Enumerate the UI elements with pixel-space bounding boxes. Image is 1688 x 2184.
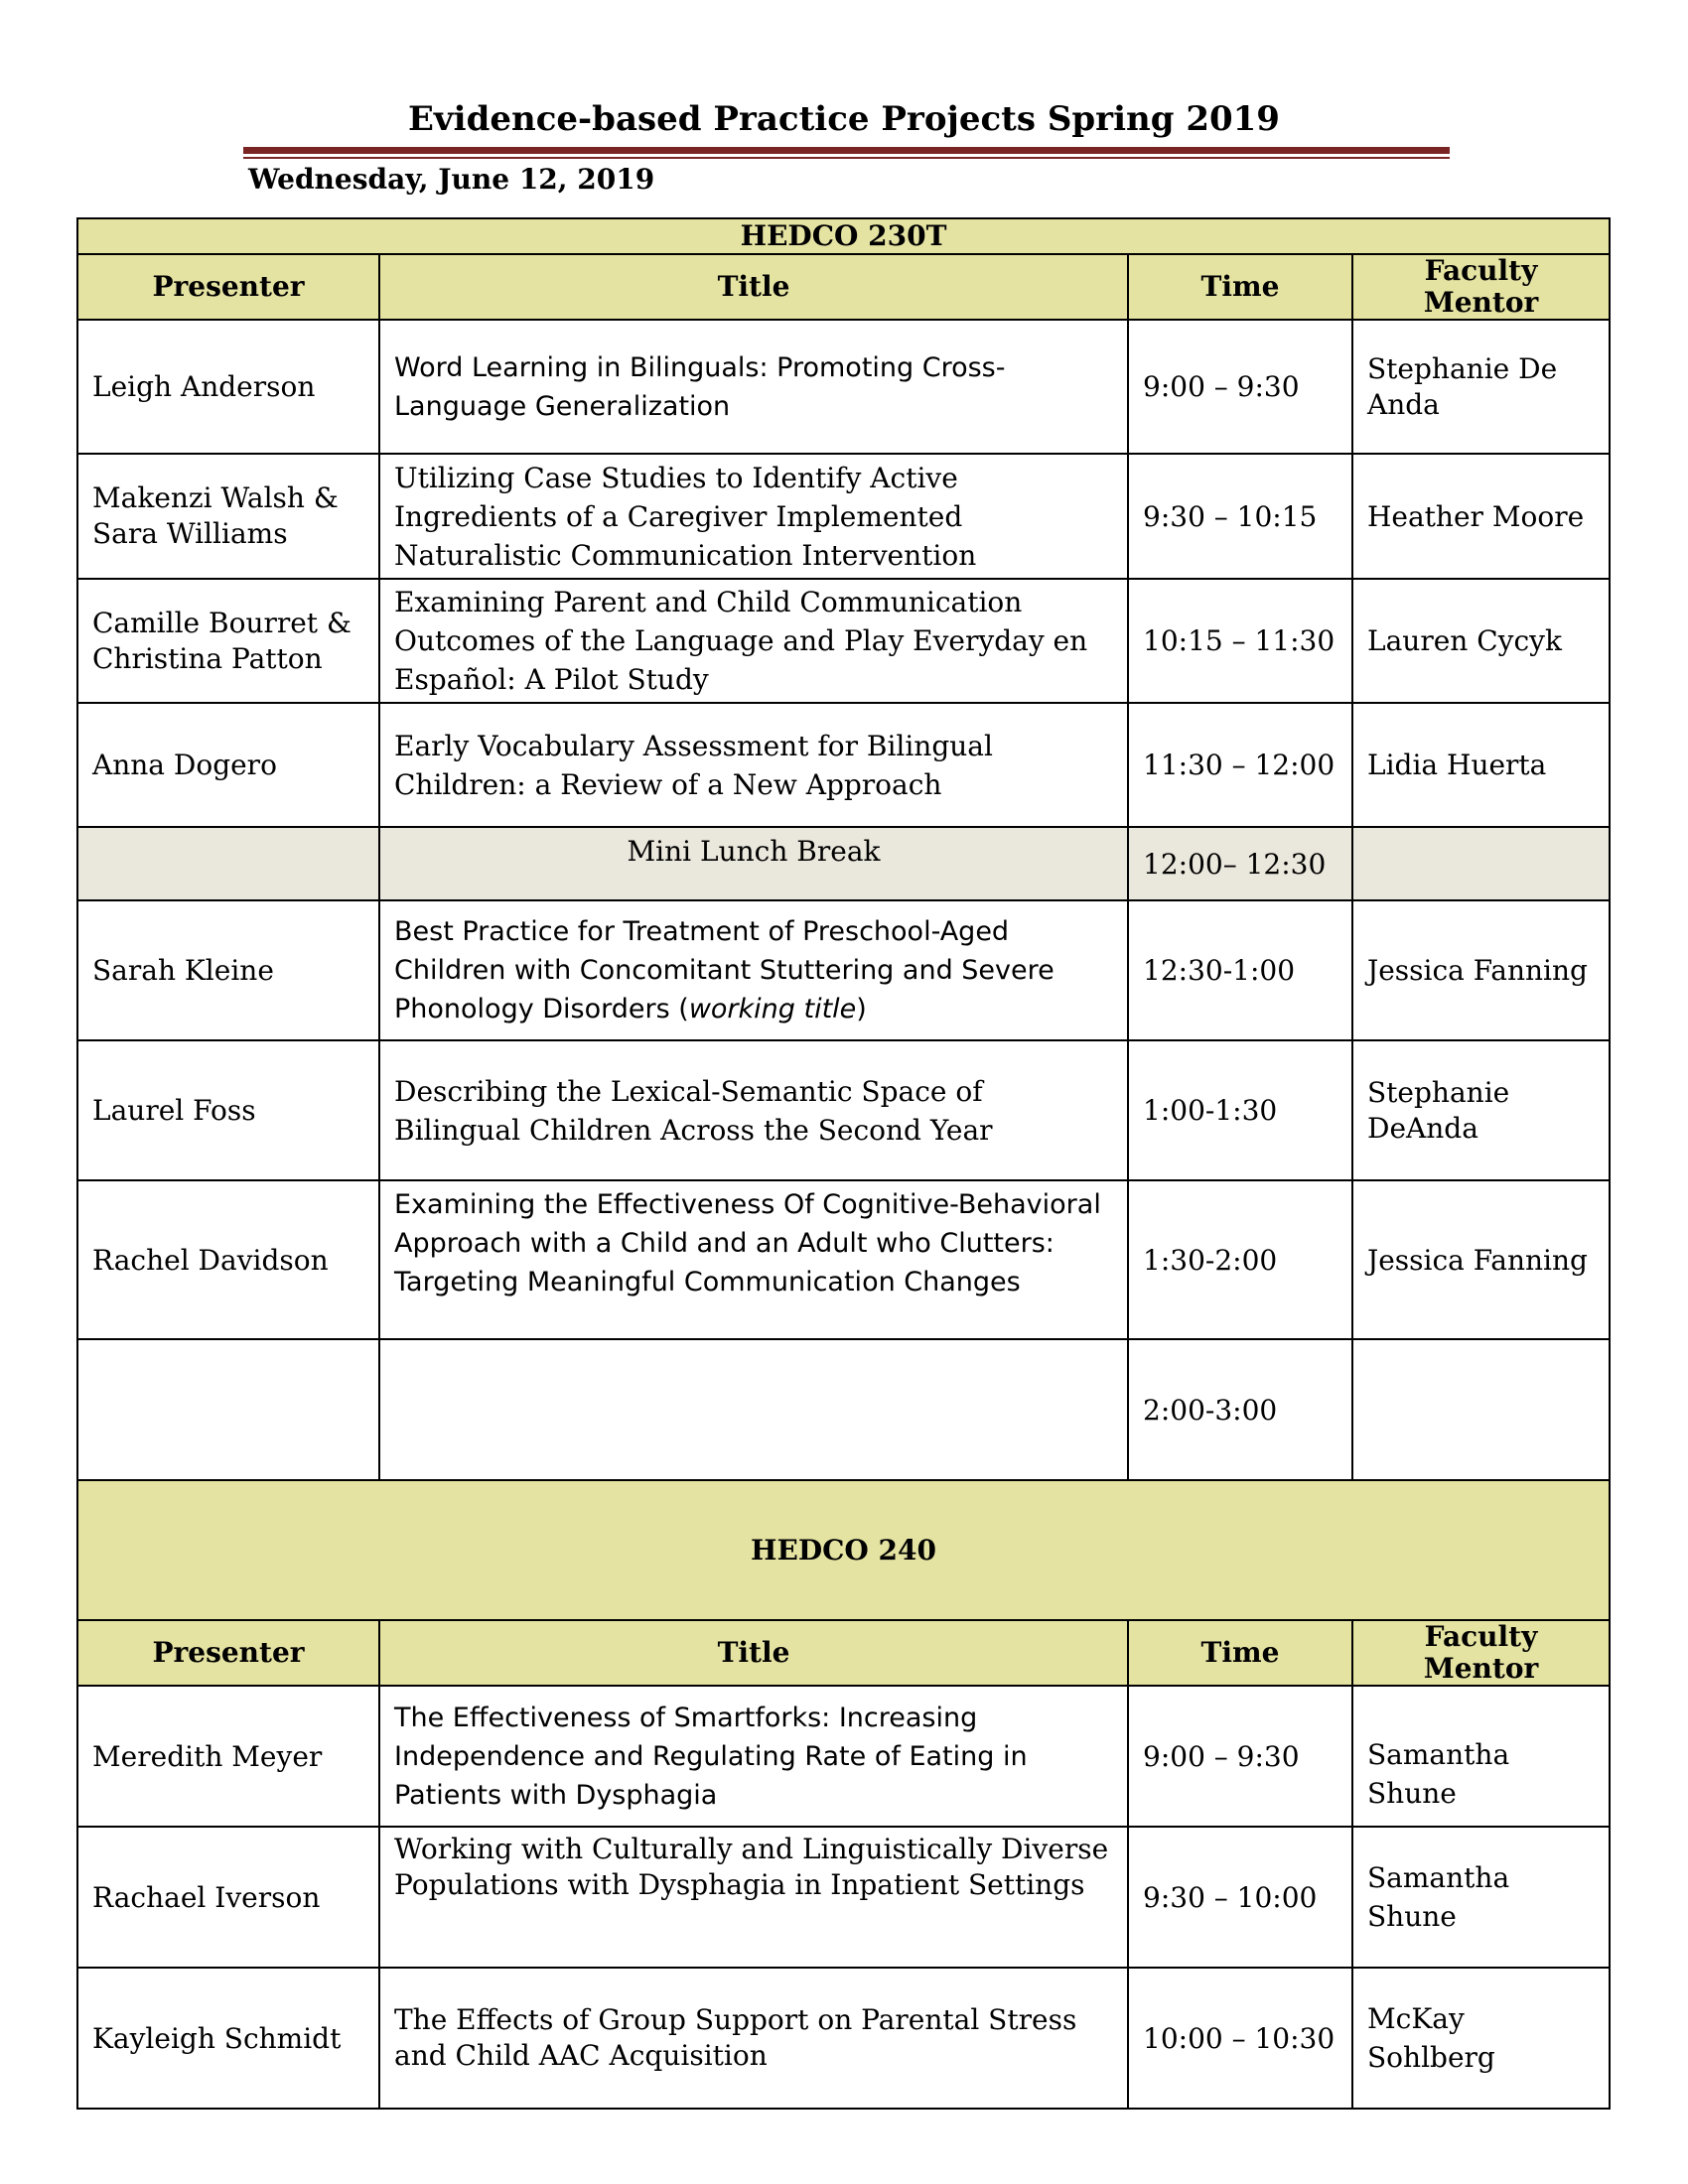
table-row — [77, 1968, 1610, 2109]
presenter-cell: Anna Dogero — [77, 703, 379, 827]
table-row — [77, 1040, 1610, 1180]
mentor-cell: Heather Moore — [1352, 454, 1610, 579]
column-header-time: Time — [1128, 254, 1352, 320]
title-divider — [243, 147, 1450, 159]
title-cell — [379, 1339, 1128, 1480]
room-header-row — [77, 218, 1610, 254]
presenter-cell: Rachael Iverson — [77, 1827, 379, 1968]
title-cell: The Effectiveness of Smartforks: Increasing Independence and Regulating Rate of Eating in Patients with Dysphagia — [379, 1686, 1128, 1827]
title-cell: Word Learning in Bilinguals: Promoting Cross-Language Generalization — [379, 320, 1128, 454]
mentor-cell: Lidia Huerta — [1352, 703, 1610, 827]
title-cell — [379, 900, 1128, 1040]
mentor-cell: Samantha Shune — [1352, 1827, 1610, 1968]
mentor-cell — [1352, 1339, 1610, 1480]
title-italic-text: working title — [688, 994, 857, 1024]
presenter-cell: Meredith Meyer — [77, 1686, 379, 1827]
title-cell: The Effects of Group Support on Parental Stress and Child AAC Acquisition — [379, 1968, 1128, 2109]
time-cell: 9:00 – 9:30 — [1128, 320, 1352, 454]
column-header-row — [77, 254, 1610, 320]
column-header-time: Time — [1128, 1620, 1352, 1686]
time-cell: 9:00 – 9:30 — [1128, 1686, 1352, 1827]
presenter-cell: Sarah Kleine — [77, 900, 379, 1040]
table-row — [77, 703, 1610, 827]
title-cell: Describing the Lexical-Semantic Space of Bilingual Children Across the Second Year — [379, 1040, 1128, 1180]
time-cell: 1:30-2:00 — [1128, 1180, 1352, 1339]
column-header-presenter: Presenter — [77, 254, 379, 320]
mentor-cell: Lauren Cycyk — [1352, 579, 1610, 703]
table-row — [77, 1180, 1610, 1339]
table-row — [77, 1339, 1610, 1480]
time-cell: 11:30 – 12:00 — [1128, 703, 1352, 827]
title-cell: Examining Parent and Child Communication Outcomes of the Language and Play Everyday en Español: A Pilot Study — [379, 579, 1128, 703]
table-row — [77, 454, 1610, 579]
title-cell: Utilizing Case Studies to Identify Active Ingredients of a Caregiver Implemented Naturalistic Communication Intervention — [379, 454, 1128, 579]
presenter-cell: Rachel Davidson — [77, 1180, 379, 1339]
mentor-cell: Samantha Shune — [1352, 1686, 1610, 1827]
column-header-presenter: Presenter — [77, 1620, 379, 1686]
presenter-cell: Laurel Foss — [77, 1040, 379, 1180]
column-header-title: Title — [379, 254, 1128, 320]
divider-thin-line — [243, 157, 1450, 159]
presenter-cell — [77, 1339, 379, 1480]
time-cell: 10:15 – 11:30 — [1128, 579, 1352, 703]
time-cell: 12:00– 12:30 — [1128, 827, 1352, 900]
title-text: Best Practice for Treatment of Preschool-Aged Children with Concomitant Stuttering and Severe Phonology Disorders ( — [394, 916, 1055, 1024]
presenter-cell: Camille Bourret & Christina Patton — [77, 579, 379, 703]
table-row — [77, 320, 1610, 454]
schedule-date: Wednesday, June 12, 2019 — [248, 163, 655, 196]
title-cell: Examining the Effectiveness Of Cognitive-Behavioral Approach with a Child and an Adult who Clutters: Targeting Meaningful Communication Changes — [379, 1180, 1128, 1339]
time-cell: 9:30 – 10:00 — [1128, 1827, 1352, 1968]
presenter-cell: Kayleigh Schmidt — [77, 1968, 379, 2109]
mentor-cell: Jessica Fanning — [1352, 900, 1610, 1040]
time-cell: 12:30-1:00 — [1128, 900, 1352, 1040]
schedule-table — [76, 217, 1611, 2110]
column-header-row — [77, 1620, 1610, 1686]
break-label: Mini Lunch Break — [379, 827, 1128, 900]
column-header-title: Title — [379, 1620, 1128, 1686]
title-end-text: ) — [856, 994, 867, 1024]
column-header-mentor: Faculty Mentor — [1352, 1620, 1610, 1686]
divider-thick-line — [243, 147, 1450, 154]
mentor-cell: Stephanie De Anda — [1352, 320, 1610, 454]
document-title: Evidence-based Practice Projects Spring 2019 — [408, 99, 1280, 139]
mentor-cell — [1352, 827, 1610, 900]
room-name: HEDCO 230T — [77, 218, 1610, 254]
mentor-cell: Stephanie DeAnda — [1352, 1040, 1610, 1180]
presenter-cell — [77, 827, 379, 900]
table-row — [77, 1686, 1610, 1827]
presenter-cell: Leigh Anderson — [77, 320, 379, 454]
time-cell: 9:30 – 10:15 — [1128, 454, 1352, 579]
room-header-row — [77, 1480, 1610, 1620]
title-cell: Working with Culturally and Linguistically Diverse Populations with Dysphagia in Inpatient Settings — [379, 1827, 1128, 1968]
title-cell: Early Vocabulary Assessment for Bilingual Children: a Review of a New Approach — [379, 703, 1128, 827]
table-row — [77, 579, 1610, 703]
table-row — [77, 1827, 1610, 1968]
time-cell: 2:00-3:00 — [1128, 1339, 1352, 1480]
column-header-mentor: Faculty Mentor — [1352, 254, 1610, 320]
mentor-cell: McKay Sohlberg — [1352, 1968, 1610, 2109]
table-row — [77, 900, 1610, 1040]
presenter-cell: Makenzi Walsh & Sara Williams — [77, 454, 379, 579]
room-name: HEDCO 240 — [77, 1480, 1610, 1620]
time-cell: 1:00-1:30 — [1128, 1040, 1352, 1180]
lunch-break-row — [77, 827, 1610, 900]
mentor-cell: Jessica Fanning — [1352, 1180, 1610, 1339]
time-cell: 10:00 – 10:30 — [1128, 1968, 1352, 2109]
